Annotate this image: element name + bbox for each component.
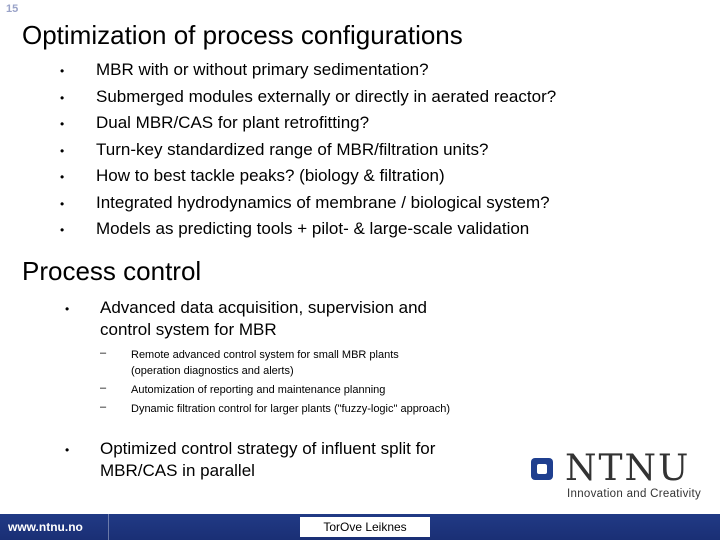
bullet-text: Models as predicting tools + pilot- & large-scale validation bbox=[96, 219, 530, 238]
bullet-icon: • bbox=[65, 302, 70, 316]
bullet-icon: • bbox=[60, 143, 65, 158]
sub-item-text: Remote advanced control system for small MBR plants (operation diagnostics and alerts) bbox=[131, 349, 399, 377]
logo-tagline: Innovation and Creativity bbox=[567, 488, 702, 500]
bullet-text: How to best tackle peaks? (biology & filtration) bbox=[96, 166, 445, 185]
footer-divider bbox=[108, 514, 123, 540]
sub-item-text: Automization of reporting and maintenance planning bbox=[131, 384, 386, 396]
bullet-text: Advanced data acquisition, supervision and control system for MBR bbox=[100, 298, 427, 339]
bullet-icon: • bbox=[60, 170, 65, 184]
bullet-icon: • bbox=[60, 64, 65, 78]
bullet-text: Dual MBR/CAS for plant retrofitting? bbox=[96, 113, 370, 132]
sub-item-text: Dynamic filtration control for larger plants ("fuzzy-logic" approach) bbox=[131, 403, 450, 415]
section-title-optimization: Optimization of process configurations bbox=[22, 20, 463, 50]
slide-number: 15 bbox=[6, 3, 19, 15]
section-title-process-control: Process control bbox=[22, 256, 202, 286]
bullet-icon: • bbox=[60, 117, 65, 131]
bullet-icon: • bbox=[60, 196, 65, 211]
dash-icon: – bbox=[100, 382, 107, 394]
dash-icon: – bbox=[100, 347, 107, 359]
footer-url[interactable]: www.ntnu.no bbox=[8, 520, 83, 534]
bullet-text: Turn-key standardized range of MBR/filtration units? bbox=[96, 139, 489, 159]
footer-bar bbox=[0, 514, 720, 540]
bullet-text: MBR with or without primary sedimentation? bbox=[96, 60, 429, 79]
ntnu-logo-mark-icon bbox=[531, 458, 553, 480]
footer-author: TorOve Leiknes bbox=[300, 517, 430, 537]
bullet-text: Integrated hydrodynamics of membrane / biological system? bbox=[96, 192, 550, 212]
bullet-icon: • bbox=[60, 223, 65, 237]
bullet-icon: • bbox=[65, 443, 70, 457]
bullet-icon: • bbox=[60, 90, 65, 105]
logo-wordmark: NTNU bbox=[565, 448, 691, 489]
ntnu-logo bbox=[527, 450, 707, 506]
bullet-text: Optimized control strategy of influent split for MBR/CAS in parallel bbox=[100, 439, 436, 480]
dash-icon: – bbox=[100, 401, 107, 413]
bullet-text: Submerged modules externally or directly in aerated reactor? bbox=[96, 86, 557, 106]
